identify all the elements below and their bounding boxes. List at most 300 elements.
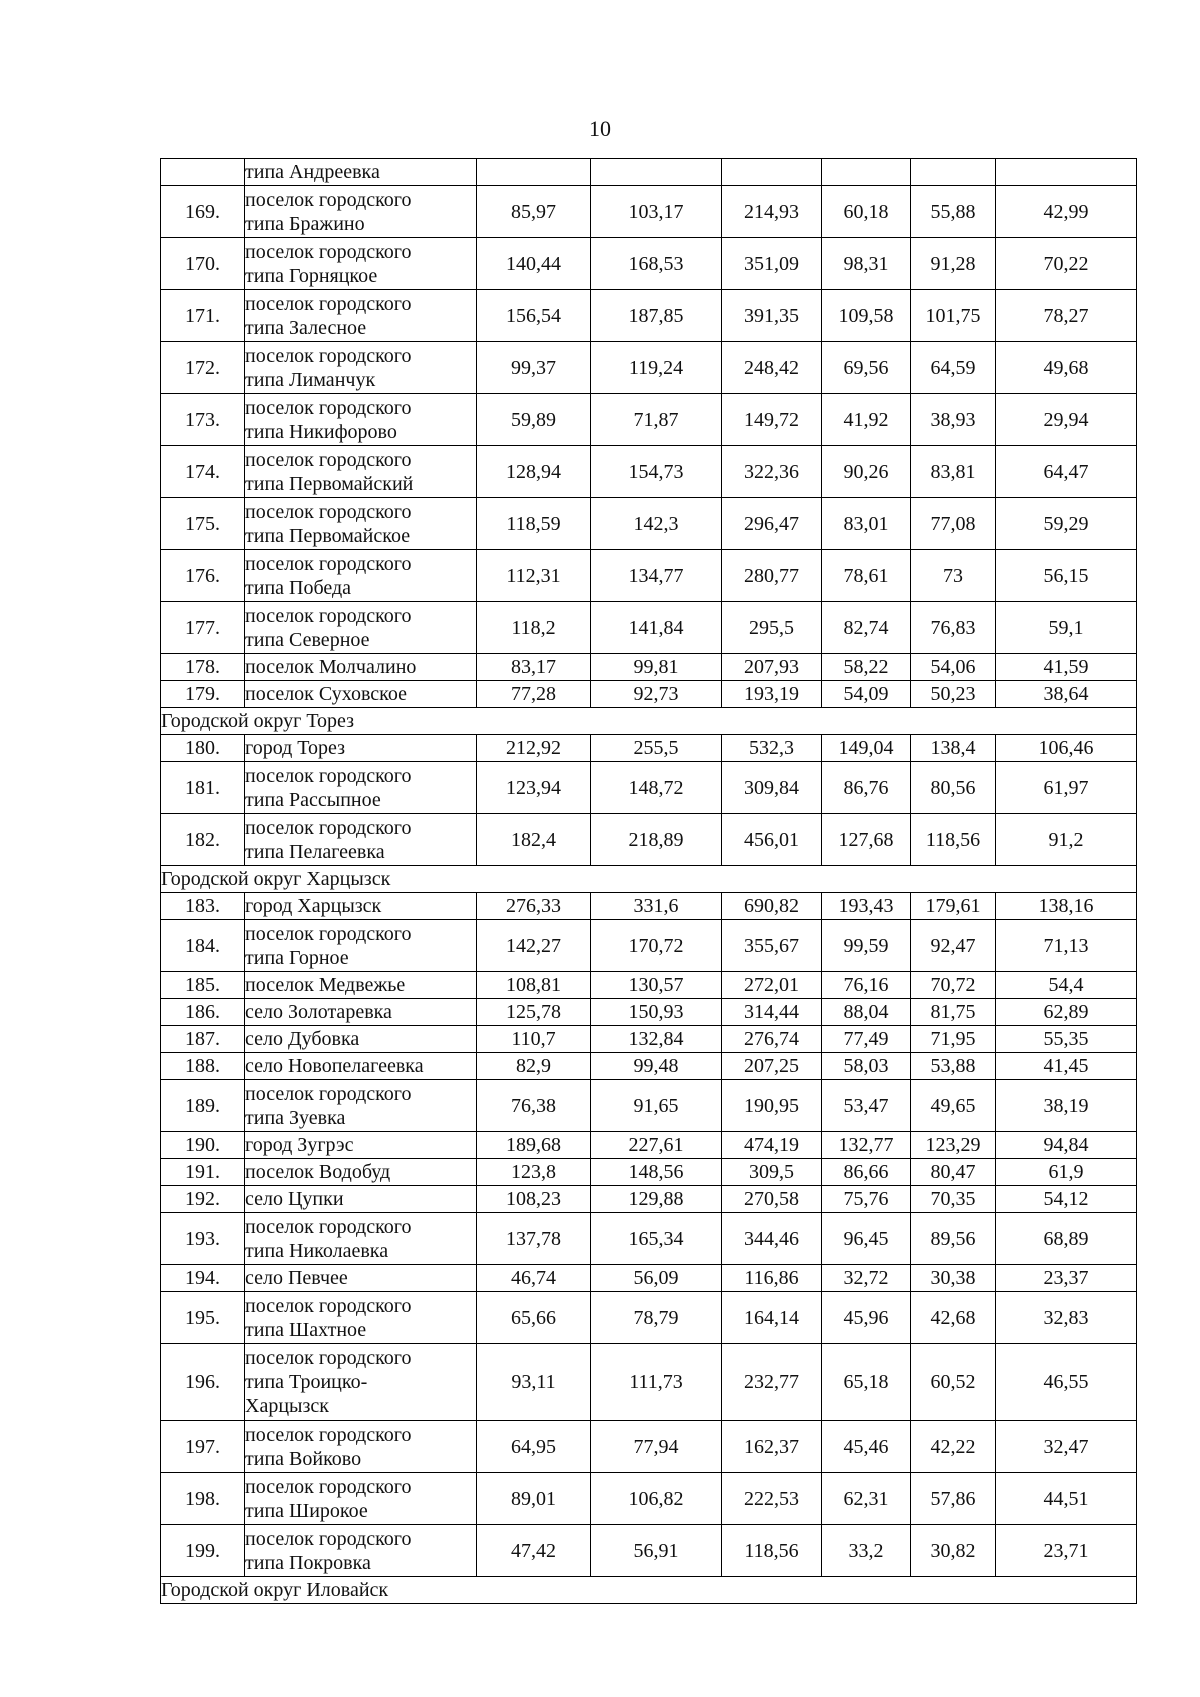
row-number: 189. bbox=[161, 1080, 245, 1132]
settlement-name-text: поселок городского типа Горное bbox=[245, 922, 412, 969]
value-cell: 83,17 bbox=[477, 654, 591, 681]
row-number: 177. bbox=[161, 602, 245, 654]
value-cell: 106,46 bbox=[996, 735, 1137, 762]
value-cell: 30,82 bbox=[911, 1525, 996, 1577]
value-cell: 41,92 bbox=[822, 394, 911, 446]
value-cell: 23,37 bbox=[996, 1265, 1137, 1292]
value-cell: 47,42 bbox=[477, 1525, 591, 1577]
value-cell: 42,99 bbox=[996, 186, 1137, 238]
value-cell: 189,68 bbox=[477, 1132, 591, 1159]
settlement-name-text: село Цупки bbox=[245, 1188, 344, 1210]
row-number: 197. bbox=[161, 1421, 245, 1473]
value-cell: 123,8 bbox=[477, 1159, 591, 1186]
value-cell: 98,31 bbox=[822, 238, 911, 290]
value-cell: 351,09 bbox=[722, 238, 822, 290]
row-number: 172. bbox=[161, 342, 245, 394]
table-row bbox=[161, 1473, 1137, 1525]
value-cell: 38,19 bbox=[996, 1080, 1137, 1132]
value-cell: 85,97 bbox=[477, 186, 591, 238]
value-cell: 108,23 bbox=[477, 1186, 591, 1213]
settlement-name bbox=[245, 1265, 477, 1292]
value-cell: 69,56 bbox=[822, 342, 911, 394]
value-cell: 218,89 bbox=[591, 814, 722, 866]
value-cell: 109,58 bbox=[822, 290, 911, 342]
table-row bbox=[161, 1053, 1137, 1080]
value-cell: 89,01 bbox=[477, 1473, 591, 1525]
value-cell: 54,09 bbox=[822, 681, 911, 708]
value-cell: 60,52 bbox=[911, 1344, 996, 1421]
row-number: 183. bbox=[161, 893, 245, 920]
value-cell: 55,88 bbox=[911, 186, 996, 238]
value-cell: 280,77 bbox=[722, 550, 822, 602]
value-cell: 276,33 bbox=[477, 893, 591, 920]
value-cell bbox=[591, 159, 722, 186]
table-row bbox=[161, 1265, 1137, 1292]
settlement-name-text: поселок городского типа Пелагеевка bbox=[245, 816, 412, 863]
value-cell: 164,14 bbox=[722, 1292, 822, 1344]
value-cell: 309,5 bbox=[722, 1159, 822, 1186]
table-row bbox=[161, 342, 1137, 394]
value-cell: 61,9 bbox=[996, 1159, 1137, 1186]
table-row bbox=[161, 238, 1137, 290]
settlement-name-text: поселок Медвежье bbox=[245, 974, 406, 996]
value-cell: 49,68 bbox=[996, 342, 1137, 394]
value-cell: 60,18 bbox=[822, 186, 911, 238]
value-cell: 99,81 bbox=[591, 654, 722, 681]
value-cell: 92,73 bbox=[591, 681, 722, 708]
value-cell: 70,22 bbox=[996, 238, 1137, 290]
settlement-name-text: поселок городского типа Первомайский bbox=[245, 448, 414, 495]
table-row bbox=[161, 1421, 1137, 1473]
value-cell: 179,61 bbox=[911, 893, 996, 920]
value-cell: 134,77 bbox=[591, 550, 722, 602]
settlement-name bbox=[245, 735, 477, 762]
value-cell: 168,53 bbox=[591, 238, 722, 290]
value-cell: 70,35 bbox=[911, 1186, 996, 1213]
row-number: 179. bbox=[161, 681, 245, 708]
value-cell: 58,22 bbox=[822, 654, 911, 681]
value-cell: 272,01 bbox=[722, 972, 822, 999]
value-cell bbox=[477, 159, 591, 186]
value-cell: 64,47 bbox=[996, 446, 1137, 498]
settlement-name-text: поселок городского типа Николаевка bbox=[245, 1215, 412, 1262]
value-cell: 91,28 bbox=[911, 238, 996, 290]
value-cell: 142,3 bbox=[591, 498, 722, 550]
settlement-name bbox=[245, 1421, 477, 1473]
row-number: 190. bbox=[161, 1132, 245, 1159]
settlement-name-text: поселок городского типа Первомайское bbox=[245, 500, 412, 547]
value-cell: 44,51 bbox=[996, 1473, 1137, 1525]
settlement-name bbox=[245, 1344, 477, 1421]
value-cell: 23,71 bbox=[996, 1525, 1137, 1577]
settlement-name-text: поселок городского типа Шахтное bbox=[245, 1294, 412, 1341]
district-label: Городской округ Иловайск bbox=[161, 1577, 1137, 1604]
district-header-row bbox=[161, 708, 1137, 735]
value-cell: 56,15 bbox=[996, 550, 1137, 602]
value-cell: 118,59 bbox=[477, 498, 591, 550]
row-number: 199. bbox=[161, 1525, 245, 1577]
value-cell: 474,19 bbox=[722, 1132, 822, 1159]
table-row bbox=[161, 498, 1137, 550]
settlement-name bbox=[245, 1080, 477, 1132]
settlement-name-text: поселок городского типа Покровка bbox=[245, 1527, 412, 1574]
settlement-name bbox=[245, 290, 477, 342]
row-number: 175. bbox=[161, 498, 245, 550]
value-cell: 108,81 bbox=[477, 972, 591, 999]
settlement-name-text: поселок городского типа Рассыпное bbox=[245, 764, 412, 811]
value-cell: 309,84 bbox=[722, 762, 822, 814]
settlement-name-text: поселок городского типа Лиманчук bbox=[245, 344, 412, 391]
settlement-name bbox=[245, 1132, 477, 1159]
settlement-name bbox=[245, 1159, 477, 1186]
value-cell: 91,65 bbox=[591, 1080, 722, 1132]
value-cell: 227,61 bbox=[591, 1132, 722, 1159]
value-cell: 314,44 bbox=[722, 999, 822, 1026]
settlement-name bbox=[245, 498, 477, 550]
value-cell: 64,95 bbox=[477, 1421, 591, 1473]
value-cell: 214,93 bbox=[722, 186, 822, 238]
value-cell: 138,16 bbox=[996, 893, 1137, 920]
value-cell: 46,74 bbox=[477, 1265, 591, 1292]
table-row bbox=[161, 1132, 1137, 1159]
settlement-name-text: поселок Водобуд bbox=[245, 1161, 391, 1183]
value-cell: 38,93 bbox=[911, 394, 996, 446]
value-cell: 53,88 bbox=[911, 1053, 996, 1080]
settlement-name bbox=[245, 814, 477, 866]
value-cell: 78,27 bbox=[996, 290, 1137, 342]
table-row bbox=[161, 762, 1137, 814]
value-cell: 71,13 bbox=[996, 920, 1137, 972]
value-cell: 77,08 bbox=[911, 498, 996, 550]
value-cell: 207,93 bbox=[722, 654, 822, 681]
settlement-name-text: город Харцызск bbox=[245, 895, 382, 917]
table-row bbox=[161, 1026, 1137, 1053]
value-cell: 456,01 bbox=[722, 814, 822, 866]
value-cell: 141,84 bbox=[591, 602, 722, 654]
table-row bbox=[161, 602, 1137, 654]
settlement-name-text: типа Андреевка bbox=[245, 161, 380, 183]
value-cell: 80,56 bbox=[911, 762, 996, 814]
value-cell bbox=[996, 159, 1137, 186]
value-cell: 78,61 bbox=[822, 550, 911, 602]
settlement-name bbox=[245, 1473, 477, 1525]
value-cell: 64,59 bbox=[911, 342, 996, 394]
value-cell: 165,34 bbox=[591, 1213, 722, 1265]
table-row bbox=[161, 681, 1137, 708]
settlement-name bbox=[245, 681, 477, 708]
settlement-name bbox=[245, 1213, 477, 1265]
district-header-row bbox=[161, 1577, 1137, 1604]
value-cell: 222,53 bbox=[722, 1473, 822, 1525]
value-cell: 154,73 bbox=[591, 446, 722, 498]
value-cell: 94,84 bbox=[996, 1132, 1137, 1159]
value-cell: 148,72 bbox=[591, 762, 722, 814]
tariff-table bbox=[160, 158, 1137, 1604]
value-cell: 75,76 bbox=[822, 1186, 911, 1213]
value-cell: 130,57 bbox=[591, 972, 722, 999]
table-row bbox=[161, 920, 1137, 972]
table-row bbox=[161, 159, 1137, 186]
value-cell: 45,46 bbox=[822, 1421, 911, 1473]
value-cell: 690,82 bbox=[722, 893, 822, 920]
value-cell: 128,94 bbox=[477, 446, 591, 498]
table-row bbox=[161, 550, 1137, 602]
value-cell: 255,5 bbox=[591, 735, 722, 762]
district-header-row bbox=[161, 866, 1137, 893]
value-cell: 149,72 bbox=[722, 394, 822, 446]
settlement-name bbox=[245, 1525, 477, 1577]
value-cell: 59,89 bbox=[477, 394, 591, 446]
row-number: 188. bbox=[161, 1053, 245, 1080]
value-cell: 70,72 bbox=[911, 972, 996, 999]
value-cell: 55,35 bbox=[996, 1026, 1137, 1053]
settlement-name bbox=[245, 972, 477, 999]
table-row bbox=[161, 394, 1137, 446]
row-number: 191. bbox=[161, 1159, 245, 1186]
value-cell: 148,56 bbox=[591, 1159, 722, 1186]
table-row bbox=[161, 290, 1137, 342]
table-row bbox=[161, 972, 1137, 999]
table-row bbox=[161, 1159, 1137, 1186]
value-cell: 59,1 bbox=[996, 602, 1137, 654]
table-row bbox=[161, 1186, 1137, 1213]
value-cell bbox=[722, 159, 822, 186]
row-number: 193. bbox=[161, 1213, 245, 1265]
table-row bbox=[161, 446, 1137, 498]
value-cell: 132,77 bbox=[822, 1132, 911, 1159]
value-cell: 127,68 bbox=[822, 814, 911, 866]
value-cell: 54,4 bbox=[996, 972, 1137, 999]
value-cell: 162,37 bbox=[722, 1421, 822, 1473]
row-number: 169. bbox=[161, 186, 245, 238]
settlement-name-text: поселок городского типа Северное bbox=[245, 604, 412, 651]
table-body bbox=[161, 159, 1137, 1604]
value-cell: 62,89 bbox=[996, 999, 1137, 1026]
value-cell: 532,3 bbox=[722, 735, 822, 762]
value-cell: 331,6 bbox=[591, 893, 722, 920]
value-cell: 111,73 bbox=[591, 1344, 722, 1421]
value-cell: 156,54 bbox=[477, 290, 591, 342]
value-cell: 81,75 bbox=[911, 999, 996, 1026]
value-cell: 99,48 bbox=[591, 1053, 722, 1080]
value-cell: 149,04 bbox=[822, 735, 911, 762]
value-cell: 41,59 bbox=[996, 654, 1137, 681]
value-cell: 193,19 bbox=[722, 681, 822, 708]
value-cell: 61,97 bbox=[996, 762, 1137, 814]
value-cell: 59,29 bbox=[996, 498, 1137, 550]
value-cell: 123,29 bbox=[911, 1132, 996, 1159]
value-cell: 110,7 bbox=[477, 1026, 591, 1053]
value-cell: 33,2 bbox=[822, 1525, 911, 1577]
value-cell: 50,23 bbox=[911, 681, 996, 708]
value-cell: 232,77 bbox=[722, 1344, 822, 1421]
value-cell: 119,24 bbox=[591, 342, 722, 394]
value-cell: 54,12 bbox=[996, 1186, 1137, 1213]
value-cell: 344,46 bbox=[722, 1213, 822, 1265]
settlement-name bbox=[245, 446, 477, 498]
row-number: 171. bbox=[161, 290, 245, 342]
value-cell: 103,17 bbox=[591, 186, 722, 238]
value-cell: 82,74 bbox=[822, 602, 911, 654]
value-cell: 80,47 bbox=[911, 1159, 996, 1186]
row-number: 173. bbox=[161, 394, 245, 446]
settlement-name bbox=[245, 1186, 477, 1213]
value-cell: 77,49 bbox=[822, 1026, 911, 1053]
row-number: 192. bbox=[161, 1186, 245, 1213]
value-cell: 83,01 bbox=[822, 498, 911, 550]
value-cell: 91,2 bbox=[996, 814, 1137, 866]
settlement-name bbox=[245, 999, 477, 1026]
value-cell: 99,37 bbox=[477, 342, 591, 394]
value-cell: 132,84 bbox=[591, 1026, 722, 1053]
table-row bbox=[161, 186, 1137, 238]
district-label: Городской округ Торез bbox=[161, 708, 1137, 735]
settlement-name-text: поселок городского типа Победа bbox=[245, 552, 412, 599]
value-cell: 137,78 bbox=[477, 1213, 591, 1265]
value-cell: 101,75 bbox=[911, 290, 996, 342]
value-cell: 29,94 bbox=[996, 394, 1137, 446]
settlement-name bbox=[245, 654, 477, 681]
value-cell: 118,56 bbox=[722, 1525, 822, 1577]
settlement-name-text: поселок Суховское bbox=[245, 683, 408, 705]
value-cell: 45,96 bbox=[822, 1292, 911, 1344]
row-number: 195. bbox=[161, 1292, 245, 1344]
settlement-name bbox=[245, 1292, 477, 1344]
settlement-name bbox=[245, 394, 477, 446]
settlement-name-text: поселок городского типа Залесное bbox=[245, 292, 412, 339]
value-cell: 322,36 bbox=[722, 446, 822, 498]
value-cell: 76,16 bbox=[822, 972, 911, 999]
value-cell: 32,72 bbox=[822, 1265, 911, 1292]
row-number: 176. bbox=[161, 550, 245, 602]
settlement-name-text: город Торез bbox=[245, 737, 346, 759]
value-cell: 116,86 bbox=[722, 1265, 822, 1292]
table-row bbox=[161, 654, 1137, 681]
value-cell: 112,31 bbox=[477, 550, 591, 602]
value-cell: 295,5 bbox=[722, 602, 822, 654]
value-cell: 71,87 bbox=[591, 394, 722, 446]
value-cell: 32,47 bbox=[996, 1421, 1137, 1473]
value-cell: 391,35 bbox=[722, 290, 822, 342]
value-cell: 123,94 bbox=[477, 762, 591, 814]
value-cell: 83,81 bbox=[911, 446, 996, 498]
value-cell: 42,68 bbox=[911, 1292, 996, 1344]
value-cell: 42,22 bbox=[911, 1421, 996, 1473]
value-cell: 76,38 bbox=[477, 1080, 591, 1132]
row-number: 196. bbox=[161, 1344, 245, 1421]
value-cell: 89,56 bbox=[911, 1213, 996, 1265]
settlement-name-text: село Новопелагеевка bbox=[245, 1055, 424, 1077]
row-number: 174. bbox=[161, 446, 245, 498]
settlement-name-text: поселок городского типа Зуевка bbox=[245, 1082, 412, 1129]
row-number: 185. bbox=[161, 972, 245, 999]
value-cell: 190,95 bbox=[722, 1080, 822, 1132]
value-cell: 56,09 bbox=[591, 1265, 722, 1292]
settlement-name-text: город Зугрэс bbox=[245, 1134, 354, 1156]
value-cell: 46,55 bbox=[996, 1344, 1137, 1421]
table-row bbox=[161, 999, 1137, 1026]
value-cell: 150,93 bbox=[591, 999, 722, 1026]
settlement-name bbox=[245, 159, 477, 186]
row-number: 198. bbox=[161, 1473, 245, 1525]
value-cell: 170,72 bbox=[591, 920, 722, 972]
value-cell: 129,88 bbox=[591, 1186, 722, 1213]
settlement-name bbox=[245, 762, 477, 814]
value-cell: 65,18 bbox=[822, 1344, 911, 1421]
value-cell: 207,25 bbox=[722, 1053, 822, 1080]
value-cell bbox=[911, 159, 996, 186]
settlement-name bbox=[245, 602, 477, 654]
settlement-name-text: поселок городского типа Троицко- Харцызск bbox=[245, 1347, 412, 1417]
settlement-name-text: село Золотаревка bbox=[245, 1001, 392, 1023]
value-cell: 140,44 bbox=[477, 238, 591, 290]
row-number: 187. bbox=[161, 1026, 245, 1053]
value-cell: 49,65 bbox=[911, 1080, 996, 1132]
page-number: 10 bbox=[589, 116, 611, 141]
value-cell: 355,67 bbox=[722, 920, 822, 972]
settlement-name bbox=[245, 1026, 477, 1053]
value-cell: 54,06 bbox=[911, 654, 996, 681]
settlement-name-text: поселок Молчалино bbox=[245, 656, 417, 678]
settlement-name bbox=[245, 186, 477, 238]
value-cell: 41,45 bbox=[996, 1053, 1137, 1080]
value-cell: 68,89 bbox=[996, 1213, 1137, 1265]
settlement-name-text: поселок городского типа Горняцкое bbox=[245, 240, 412, 287]
row-number: 181. bbox=[161, 762, 245, 814]
value-cell: 93,11 bbox=[477, 1344, 591, 1421]
value-cell bbox=[822, 159, 911, 186]
value-cell: 248,42 bbox=[722, 342, 822, 394]
settlement-name-text: поселок городского типа Бражино bbox=[245, 188, 412, 235]
settlement-name-text: поселок городского типа Широкое bbox=[245, 1475, 412, 1522]
settlement-name bbox=[245, 920, 477, 972]
value-cell: 32,83 bbox=[996, 1292, 1137, 1344]
value-cell: 77,94 bbox=[591, 1421, 722, 1473]
value-cell: 58,03 bbox=[822, 1053, 911, 1080]
value-cell: 142,27 bbox=[477, 920, 591, 972]
value-cell: 90,26 bbox=[822, 446, 911, 498]
row-number: 186. bbox=[161, 999, 245, 1026]
value-cell: 96,45 bbox=[822, 1213, 911, 1265]
value-cell: 86,66 bbox=[822, 1159, 911, 1186]
table-row bbox=[161, 893, 1137, 920]
district-label: Городской округ Харцызск bbox=[161, 866, 1137, 893]
row-number: 184. bbox=[161, 920, 245, 972]
row-number: 170. bbox=[161, 238, 245, 290]
row-number bbox=[161, 159, 245, 186]
value-cell: 76,83 bbox=[911, 602, 996, 654]
table-row bbox=[161, 1080, 1137, 1132]
value-cell: 62,31 bbox=[822, 1473, 911, 1525]
value-cell: 88,04 bbox=[822, 999, 911, 1026]
row-number: 182. bbox=[161, 814, 245, 866]
table-row bbox=[161, 735, 1137, 762]
table-row bbox=[161, 1292, 1137, 1344]
value-cell: 30,38 bbox=[911, 1265, 996, 1292]
table-row bbox=[161, 1525, 1137, 1577]
value-cell: 118,56 bbox=[911, 814, 996, 866]
table-row bbox=[161, 814, 1137, 866]
value-cell: 118,2 bbox=[477, 602, 591, 654]
value-cell: 99,59 bbox=[822, 920, 911, 972]
value-cell: 82,9 bbox=[477, 1053, 591, 1080]
row-number: 194. bbox=[161, 1265, 245, 1292]
value-cell: 212,92 bbox=[477, 735, 591, 762]
value-cell: 182,4 bbox=[477, 814, 591, 866]
settlement-name bbox=[245, 342, 477, 394]
value-cell: 53,47 bbox=[822, 1080, 911, 1132]
settlement-name bbox=[245, 238, 477, 290]
